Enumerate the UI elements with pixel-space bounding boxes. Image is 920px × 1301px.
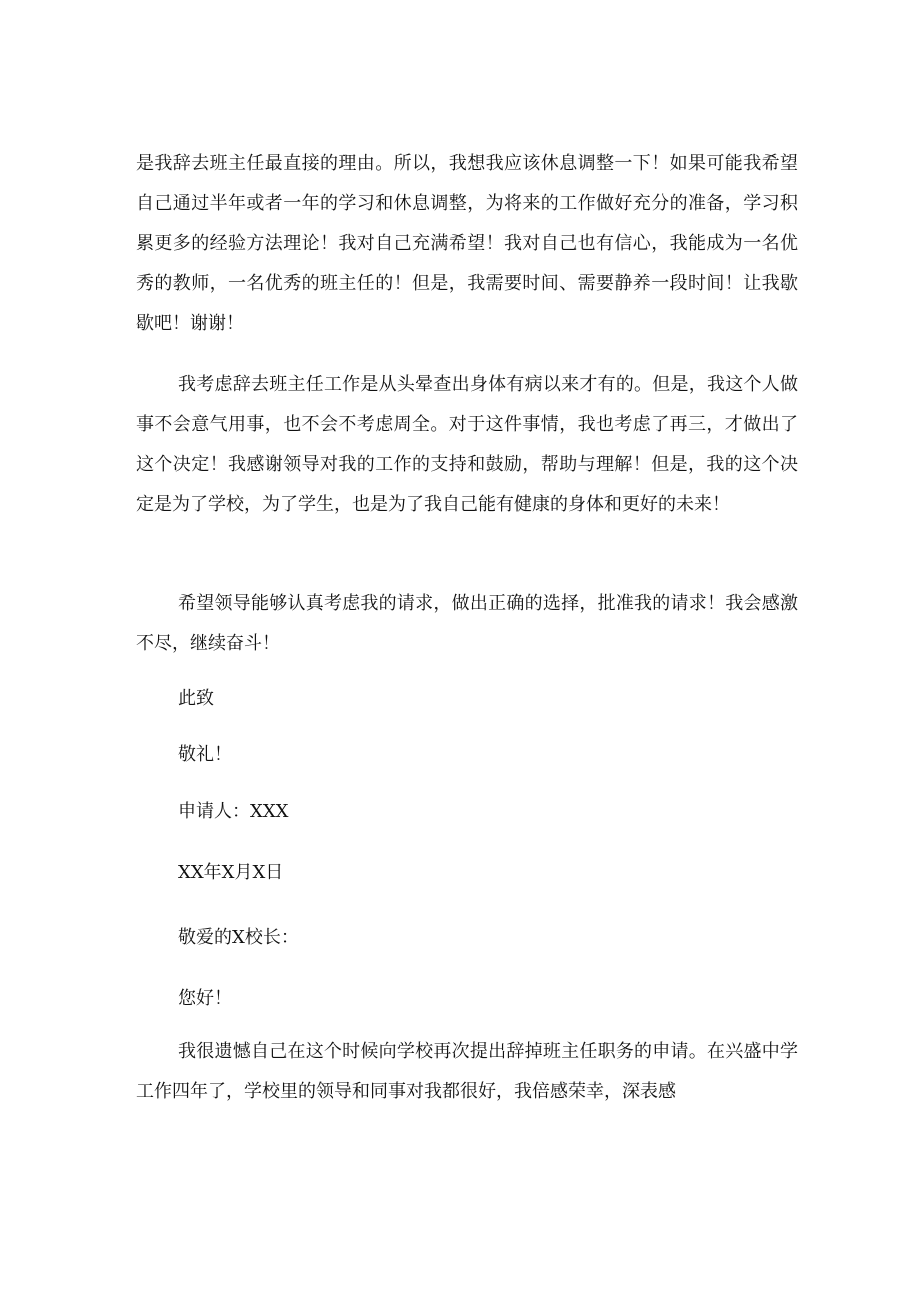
body-paragraph: 我很遗憾自己在这个时候向学校再次提出辞掉班主任职务的申请。在兴盛中学工作四年了，学校里的领导和同事对我都很好，我倍感荣幸，深表感 (136, 1041, 798, 1102)
applicant-signature: 申请人：XXX (178, 801, 289, 822)
body-paragraph: 我考虑辞去班主任工作是从头晕查出身体有病以来才有的。但是，我这个人做事不会意气用事，也不会不考虑周全。对于这件事情，我也考虑了再三，才做出了这个决定！我感谢领导对我的工作的支持和鼓励，帮助与理解！但是，我的这个决定是为了学校，为了学生，也是为了我自己能有健康的身体和更好的未来！ (136, 374, 798, 515)
body-paragraph: 希望领导能够认真考虑我的请求，做出正确的选择，批准我的请求！我会感激不尽，继续奋斗！ (136, 593, 798, 654)
body-paragraph: 是我辞去班主任最直接的理由。所以，我想我应该休息调整一下！如果可能我希望自己通过半年或者一年的学习和休息调整，为将来的工作做好充分的准备，学习积累更多的经验方法理论！我对自己充满希望！我对自己也有信心，我能成为一名优秀的教师，一名优秀的班主任的！但是，我需要时间、需要静养一段时间！让我歇歇吧！谢谢！ (136, 153, 798, 334)
closing-phrase: 此致 (178, 688, 214, 709)
letter-salutation: 敬爱的X校长： (178, 927, 299, 948)
closing-salute: 敬礼！ (178, 744, 232, 765)
letter-greeting: 您好！ (178, 988, 232, 1009)
letter-date: XX年X月X日 (178, 862, 284, 883)
